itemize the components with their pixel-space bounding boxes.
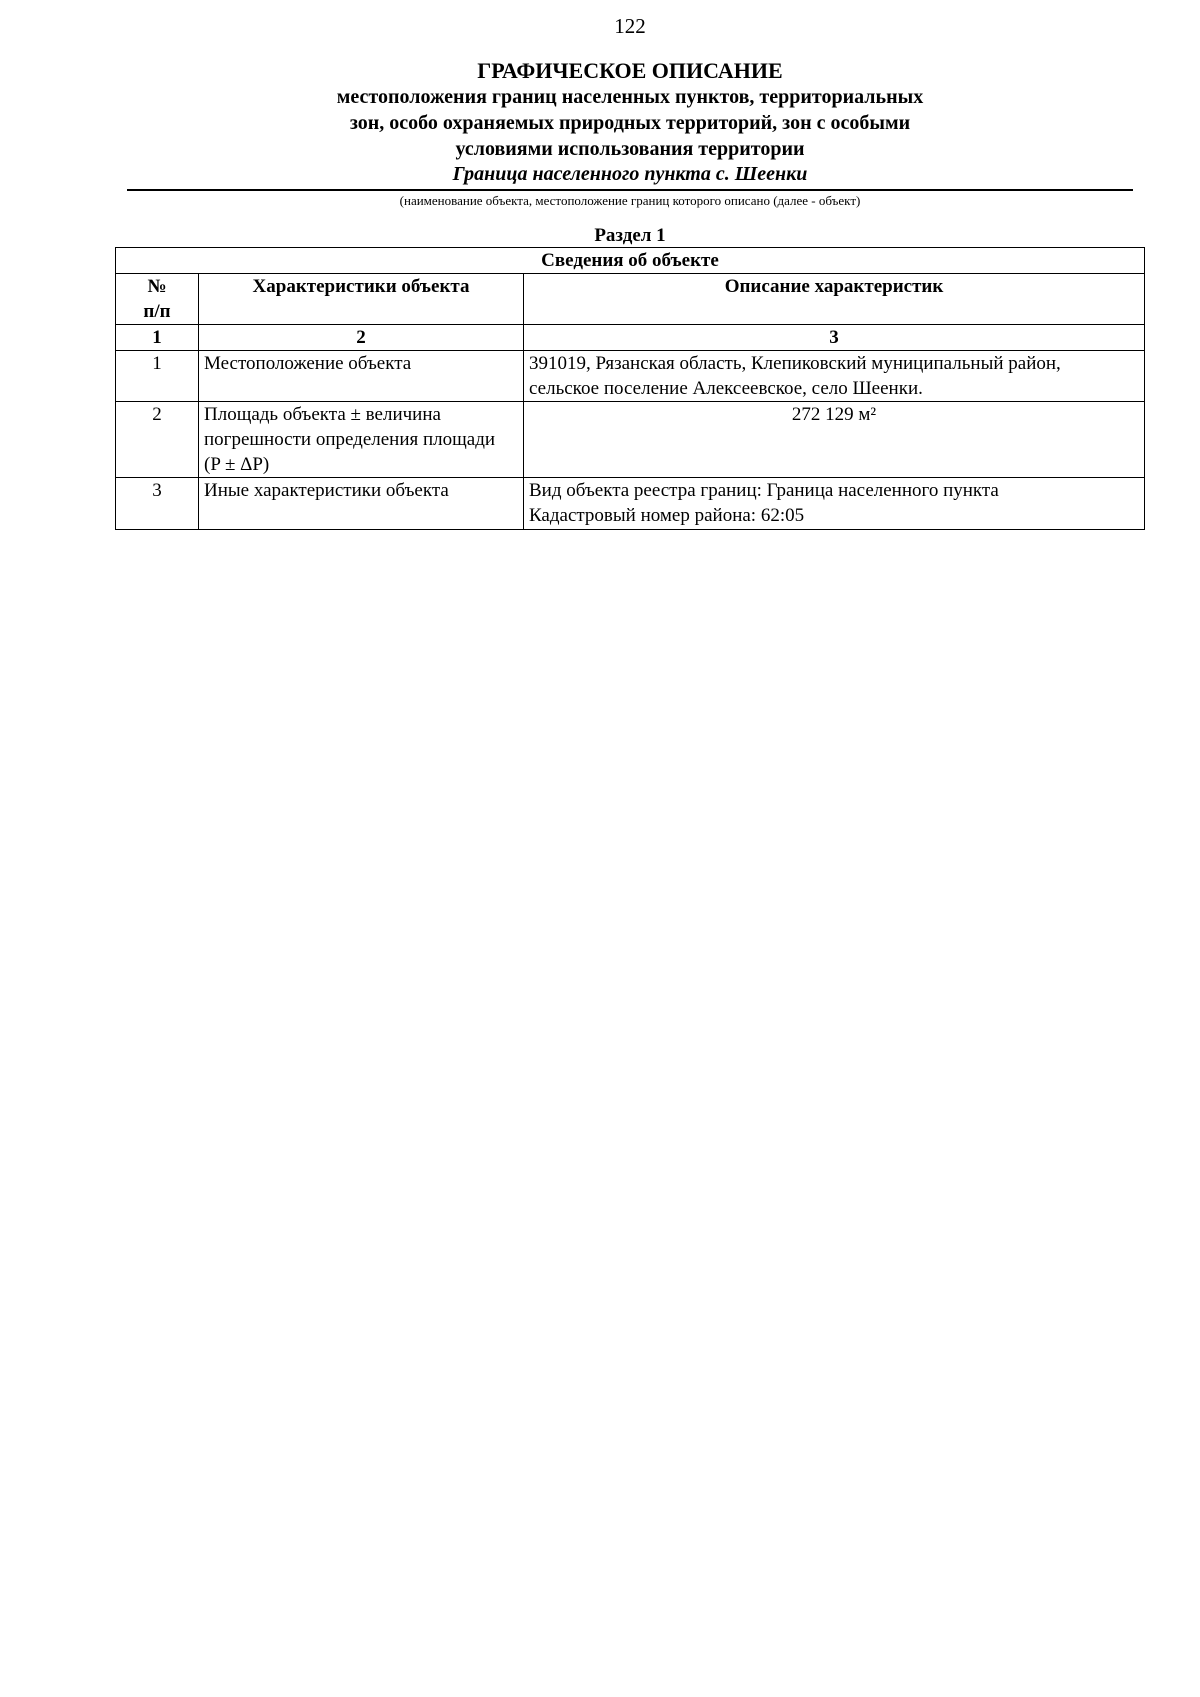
row-num: 2: [116, 402, 199, 478]
object-name-underline: [127, 189, 1133, 191]
header-num-line-1: №: [147, 276, 167, 297]
characteristic-line: погрешности определения площади: [204, 429, 496, 450]
column-number: 2: [199, 325, 524, 351]
section-title: Раздел 1: [594, 225, 666, 246]
description-line: 391019, Рязанская область, Клепиковский муниципальный район,: [529, 353, 1061, 374]
table-caption-row: [116, 248, 1145, 274]
column-number: 1: [116, 325, 199, 351]
characteristic-line: (P ± ΔP): [204, 454, 270, 475]
characteristic-line: Площадь объекта ± величина: [204, 404, 441, 425]
header-num: [116, 274, 199, 325]
header-num-line-2: п/п: [143, 301, 171, 322]
row-description: [524, 351, 1145, 402]
page-number: 122: [614, 14, 646, 38]
row-num: 1: [116, 351, 199, 402]
table-header-row: [116, 274, 1145, 325]
object-caption: (наименование объекта, местоположение границ которого описано (далее - объект): [399, 193, 861, 208]
header-description: Описание характеристик: [524, 274, 1145, 325]
table-row: [116, 351, 1145, 402]
document-title: [0, 58, 1200, 162]
description-line: Кадастровый номер района: 62:05: [529, 505, 805, 526]
table-caption: Сведения об объекте: [116, 248, 1145, 274]
title-line-2: зон, особо охраняемых природных территорий, зон с особыми: [349, 112, 911, 134]
table-row: [116, 402, 1145, 478]
column-number-row: [116, 325, 1145, 351]
row-characteristic: Местоположение объекта: [199, 351, 524, 402]
column-number: 3: [524, 325, 1145, 351]
title-main: ГРАФИЧЕСКОЕ ОПИСАНИЕ: [477, 58, 783, 83]
title-line-3: условиями использования территории: [455, 138, 805, 160]
table-row: [116, 478, 1145, 530]
row-num: 3: [116, 478, 199, 530]
row-characteristic: Иные характеристики объекта: [199, 478, 524, 530]
description-line: Вид объекта реестра границ: Граница населенного пункта: [529, 480, 999, 501]
object-name: Граница населенного пункта с. Шеенки: [452, 163, 808, 185]
description-line: сельское поселение Алексеевское, село Шеенки.: [529, 378, 923, 399]
row-description: [524, 478, 1145, 530]
row-characteristic: [199, 402, 524, 478]
object-info-table: [115, 247, 1145, 530]
header-characteristics: Характеристики объекта: [199, 274, 524, 325]
row-description: 272 129 м²: [524, 402, 1145, 478]
title-line-1: местоположения границ населенных пунктов, территориальных: [336, 86, 924, 108]
